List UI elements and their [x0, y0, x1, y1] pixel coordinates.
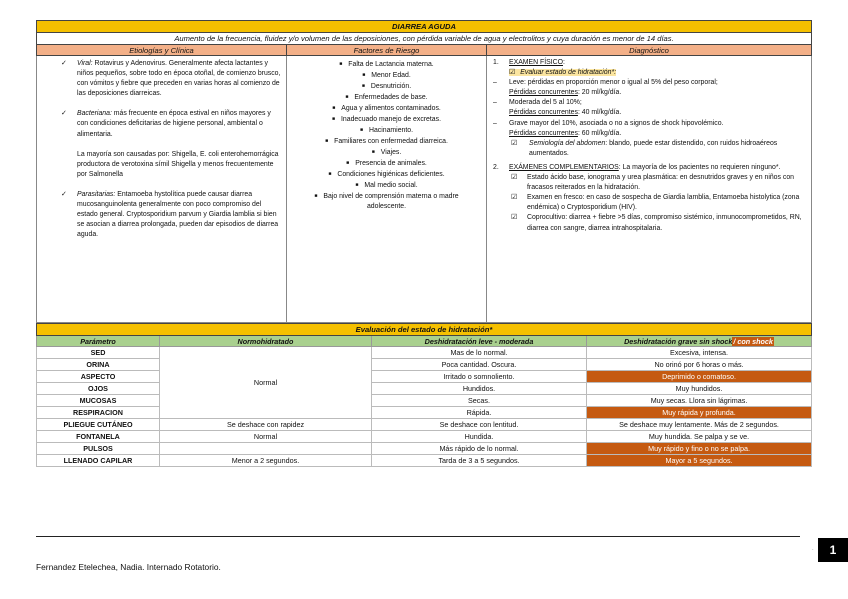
bullet-icon: ■	[355, 181, 359, 188]
risk-item: ■ Hacinamiento.	[359, 126, 414, 134]
leve-cell: Tarda de 3 a 5 segundos.	[372, 455, 587, 467]
param-cell: PLIEGUE CUTÁNEO	[37, 419, 160, 431]
table-row	[37, 419, 812, 431]
checkbox-icon: ☑	[511, 214, 518, 222]
checkmark-icon: ✓	[61, 60, 67, 67]
grave-cell: Muy rápida y profunda.	[587, 407, 812, 419]
checkmark-icon: ✓	[61, 190, 67, 198]
risk-item: ■ Presencia de animales.	[346, 159, 427, 167]
table-row	[37, 383, 812, 395]
moderate-loss: Pérdidas concurrentes: 40 ml/kg/día.	[509, 109, 622, 117]
leve-cell: Más rápido de lo normal.	[372, 443, 587, 455]
page-number: 1	[818, 538, 848, 562]
table-row	[37, 455, 812, 467]
parasitic-label: Parasitarias:	[77, 190, 116, 198]
table-row	[37, 347, 812, 359]
grave-cell: Muy hundida. Se palpa y se ve.	[587, 431, 812, 443]
grave-cell: No orinó por 6 horas o más.	[587, 359, 812, 371]
grave-cell: Se deshace muy lentamente. Más de 2 segundos.	[587, 419, 812, 431]
parasitic-text: Entamoeba hystolítica puede causar diarrea mucosanguinolenta generalmente con poco compromiso del estado general. Cryptosporidium parvum y Giardia lamblia si bien se asocian a diarrea prolongada, pueden dar episodios de diarrea aguda.	[77, 190, 279, 239]
hydration-table	[36, 323, 812, 467]
risk-item: ■ Menor Edad.	[362, 71, 411, 79]
risk-item: ■ Bajo nivel de comprensión materna o madre adolescente.	[314, 192, 459, 210]
param-cell: ORINA	[37, 359, 160, 371]
risk-item: ■ Desnutrición.	[361, 82, 412, 90]
complementary-item: ☑ Coprocultivo: diarrea + fiebre >5 días, compromiso sistémico, inmunocomprometidos, RN, diarrea con sangre, diarrea intrahospitalaria.	[511, 214, 802, 232]
bullet-icon: ■	[362, 71, 366, 78]
col-normo: Normohidratado	[160, 336, 372, 347]
bullet-icon: ■	[325, 137, 329, 144]
header-etiology: Etiologías y Clínica	[37, 45, 287, 56]
etiology-cell	[37, 56, 287, 323]
param-cell: PULSOS	[37, 443, 160, 455]
leve-cell: Mas de lo normal.	[372, 347, 587, 359]
risk-item: ■ Viajes.	[371, 148, 402, 156]
viral-text: Rotavirus y Adenovirus. Generalmente afecta lactantes y niños pequeños, sobre todo en época otoñal, de comienzo brusco, con vómitos y fiebre que preceden en varias horas al comienzo de las deposiciones diarreicas.	[77, 60, 281, 98]
bullet-icon: ■	[331, 115, 336, 122]
grave-cell: Muy rápido y fino o no se palpa.	[587, 443, 812, 455]
bullet-icon: ■	[345, 93, 349, 100]
col-param: Parámetro	[37, 336, 160, 347]
grave-item: – Grave mayor del 10%, asociada o no a signos de shock hipovolémico.	[493, 119, 724, 127]
grave-cell: Deprimido o comatoso.	[587, 371, 812, 383]
parasitic-item	[41, 190, 282, 240]
normo-merged-cell: Normal	[160, 347, 372, 419]
viral-label: Viral:	[77, 60, 93, 67]
risk-item: ■ Condiciones higiénicas deficientes.	[328, 170, 445, 178]
risk-item: ■ Mal medio social.	[355, 181, 418, 189]
semiology-item: ☑ Semiología del abdomen: blando, puede estar distendido, con ruidos hidroaéreos aumentados.	[511, 139, 778, 157]
bacterial-text: más frecuente en época estival en niños mayores y con condiciones deficitarias de higiene personal, ambiental o alimentaria.	[77, 110, 271, 138]
diarrhea-table	[36, 20, 812, 323]
bullet-icon: ■	[359, 126, 363, 133]
doc-title: DIARREA AGUDA	[37, 21, 812, 33]
table-row	[37, 443, 812, 455]
col-leve: Deshidratación leve - moderada	[372, 336, 587, 347]
risk-item: ■ Inadecuado manejo de excretas.	[331, 115, 441, 123]
complementary-item: ☑ Examen en fresco: en caso de sospecha de Giardia lamblia, Entamoeba histolytica (zona endémica) o Cryptosporidium (HIV).	[511, 194, 800, 212]
bullet-icon: ■	[371, 148, 375, 155]
evaluation-title: Evaluación del estado de hidratación*	[37, 324, 812, 336]
bullet-icon: ■	[339, 61, 343, 67]
risk-item: ■ Familiares con enfermedad diarreica.	[325, 137, 448, 145]
col-grave: Deshidratación grave sin shock/ con shock	[587, 336, 812, 347]
param-cell: RESPIRACION	[37, 407, 160, 419]
footer-line	[36, 536, 800, 537]
grave-cell: Muy secas. Llora sin lágrimas.	[587, 395, 812, 407]
param-cell: ASPECTO	[37, 371, 160, 383]
risk-cell	[287, 56, 487, 323]
exam-heading: 1. EXAMEN FÍSICO:	[493, 59, 565, 66]
viral-item	[41, 59, 282, 99]
diagnosis-cell	[487, 56, 812, 323]
bacterial-extra: La mayoría son causadas por: Shigella, E. coli enterohemorrágica productora de verotoxina símil Shigella y menos frecuentemente por Salmonella	[77, 150, 279, 178]
definition: Aumento de la frecuencia, fluidez y/o volumen de las deposiciones, con pérdida variable de agua y electrolitos y cuya duración es menor de 14 días.	[37, 33, 812, 45]
leve-cell: Hundidos.	[372, 383, 587, 395]
leve-cell: Irritado o somnoliento.	[372, 371, 587, 383]
complementary-item: ☑ Estado ácido base, ionograma y urea plasmática: en desnutridos graves y en niños con fracasos reiterados en la hidratación.	[511, 174, 794, 192]
param-cell: FONTANELA	[37, 431, 160, 443]
leve-cell: Rápida.	[372, 407, 587, 419]
normo-cell: Se deshace con rapidez	[160, 419, 372, 431]
bacterial-item	[41, 109, 282, 139]
table-row	[37, 395, 812, 407]
complementary-heading: 2. EXÁMENES COMPLEMENTARIOS: La mayoría de los pacientes no requieren ninguno*.	[493, 163, 781, 171]
leve-item: – Leve: pérdidas en proporción menor o igual al 5% del peso corporal;	[493, 79, 718, 87]
checkbox-icon: ☑	[509, 69, 516, 77]
document-page	[36, 20, 811, 467]
checkbox-icon: ☑	[511, 139, 518, 147]
bullet-icon: ■	[314, 192, 318, 199]
leve-loss: Pérdidas concurrentes: 20 ml/kg/día.	[509, 89, 622, 97]
table-row	[37, 407, 812, 419]
risk-item: ■ Agua y alimentos contaminados.	[332, 104, 441, 112]
grave-cell: Mayor a 5 segundos.	[587, 455, 812, 467]
bullet-icon: ■	[332, 104, 336, 111]
bacterial-label: Bacteriana:	[77, 110, 112, 118]
grave-cell: Excesiva, intensa.	[587, 347, 812, 359]
leve-cell: Hundida.	[372, 431, 587, 443]
leve-cell: Secas.	[372, 395, 587, 407]
param-cell: LLENADO CAPILAR	[37, 455, 160, 467]
checkmark-icon: ✓	[61, 110, 67, 118]
table-row	[37, 359, 812, 371]
hydration-item: ☑ Evaluar estado de hidratación*:	[509, 69, 617, 77]
normo-cell: Normal	[160, 431, 372, 443]
header-risk: Factores de Riesgo	[287, 45, 487, 56]
table-row	[37, 371, 812, 383]
param-cell: SED	[37, 347, 160, 359]
param-cell: OJOS	[37, 383, 160, 395]
risk-item: ■ Enfermedades de base.	[345, 93, 428, 101]
normo-cell: Menor a 2 segundos.	[160, 455, 372, 467]
footer-dot: .	[812, 546, 814, 552]
risk-item: ■ Falta de Lactancia materna.	[339, 60, 434, 68]
leve-cell: Se deshace con lentitud.	[372, 419, 587, 431]
normo-cell	[160, 443, 372, 455]
param-cell: MUCOSAS	[37, 395, 160, 407]
grave-loss: Pérdidas concurrentes: 60 ml/kg/día.	[509, 129, 622, 137]
bullet-icon: ■	[346, 159, 350, 166]
checkbox-icon: ☑	[511, 194, 518, 202]
bullet-icon: ■	[328, 170, 332, 177]
table-row	[37, 431, 812, 443]
grave-cell: Muy hundidos.	[587, 383, 812, 395]
header-diagnosis: Diagnóstico	[487, 45, 812, 56]
footer-author: Fernandez Etelechea, Nadia. Internado Rotatorio.	[36, 562, 221, 572]
checkbox-icon: ☑	[511, 174, 518, 182]
leve-cell: Poca cantidad. Oscura.	[372, 359, 587, 371]
bullet-icon: ■	[361, 82, 365, 89]
moderate-item: – Moderada del 5 al 10%;	[493, 99, 582, 107]
